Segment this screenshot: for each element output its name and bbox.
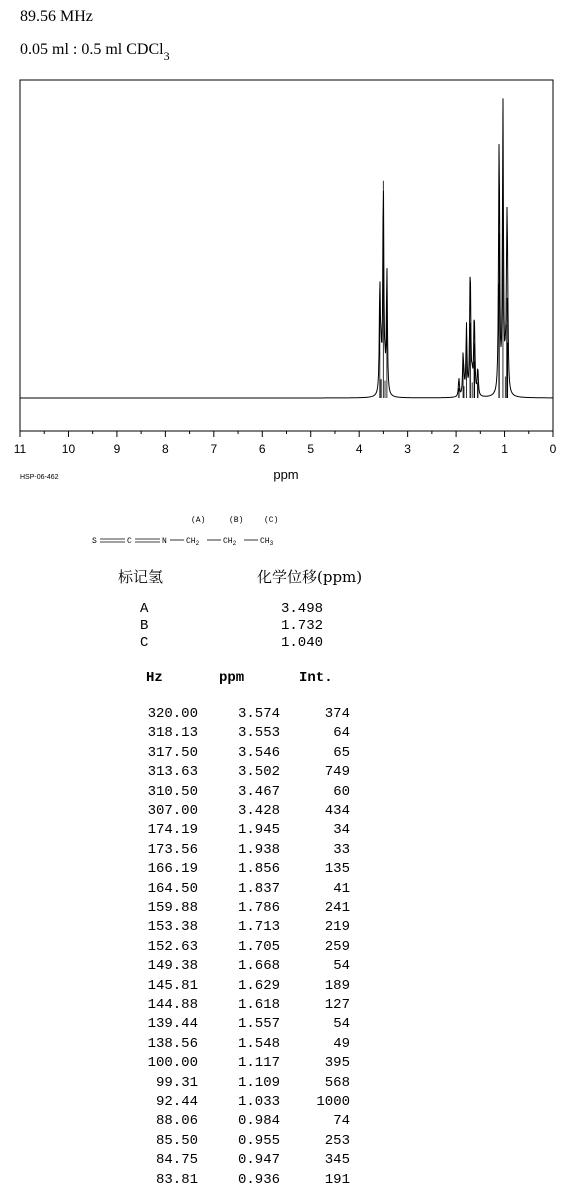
peak-hz-cell: 174.19 [147,822,198,839]
peak-row [0,725,570,744]
peak-ppm-cell: 1.668 [237,958,280,975]
peak-row [0,822,570,841]
peak-row [0,1055,570,1074]
peak-ppm-cell: 1.033 [237,1094,280,1110]
peak-hz-cell: 318.13 [147,725,198,742]
x-axis-label: ppm [273,467,299,482]
peak-ppm-cell: 1.548 [237,1035,280,1052]
assignment-shift: 3.498 [281,601,324,617]
peak-row [0,706,570,725]
peak-hz-cell: 164.50 [147,880,198,897]
peak-row [0,803,570,822]
int-header: Int. [299,670,333,686]
peak-hz-cell: 310.50 [147,783,198,800]
peak-hz-cell: 166.19 [147,861,198,878]
assignment-header [0,566,570,588]
assignment-label: B [140,618,149,634]
x-tick-label: 4 [355,442,363,456]
peak-hz-cell: 88.06 [155,1113,198,1130]
peak-int-cell: 345 [324,1152,350,1169]
label-c: (C) [264,516,279,525]
peak-hz-cell: 144.88 [147,997,198,1013]
peak-int-cell: 568 [324,1074,350,1091]
atom-n: N [162,537,167,546]
peak-int-cell: 1000 [316,1094,350,1110]
group-a-atom: CH [186,537,196,546]
peak-hz-cell: 138.56 [147,1035,198,1052]
peak-row [0,764,570,783]
assignment-row [0,601,570,618]
peak-int-cell: 54 [333,1016,350,1033]
peak-row [0,997,570,1016]
peak-int-cell: 49 [333,1035,350,1052]
peak-ppm-cell: 3.574 [237,706,280,722]
x-tick-label: 3 [404,442,411,456]
group-b-atom: CH [223,537,233,546]
peak-int-cell: 374 [324,706,350,722]
sample-text: 0.05 ml : 0.5 ml CDCl [20,41,164,58]
peak-table-header [0,670,570,688]
x-tick-label: 0 [549,442,557,456]
assignment-shift-header: 化学位移(ppm) [257,568,363,586]
peak-hz-cell: 307.00 [147,803,198,819]
peak-row [0,900,570,919]
peak-hz-cell: 317.50 [147,744,198,761]
group-ch3-c [260,537,274,547]
peak-row [0,1133,570,1152]
ppm-header: ppm [219,670,245,686]
peak-ppm-cell: 1.713 [237,919,280,936]
peak-ppm-cell: 1.856 [237,861,280,878]
peak-int-cell: 749 [324,764,350,781]
group-c-sub: 3 [269,540,274,547]
spectrometer-frequency: 89.56 MHz [20,8,93,25]
peak-ppm-cell: 0.936 [237,1171,280,1188]
peak-ppm-cell: 3.428 [237,803,280,819]
peak-row [0,1172,570,1191]
x-tick-label: 7 [210,442,218,456]
group-c-atom: CH [260,537,270,546]
peak-int-cell: 135 [324,861,350,878]
peak-row [0,745,570,764]
peak-ppm-cell: 1.109 [237,1074,280,1091]
peak-hz-cell: 152.63 [147,938,198,955]
peak-row [0,1152,570,1171]
peak-hz-cell: 320.00 [147,706,198,722]
x-tick-label: 5 [307,442,315,456]
assignment-label: C [140,635,149,651]
assignment-shift: 1.040 [281,635,324,651]
peak-row [0,784,570,803]
peak-row [0,861,570,880]
peak-ppm-cell: 1.938 [237,841,280,858]
peak-int-cell: 74 [333,1113,350,1130]
peak-row [0,842,570,861]
peak-int-cell: 65 [333,744,350,761]
peak-int-cell: 60 [333,783,350,800]
x-tick-label: 11 [13,442,27,456]
peak-int-cell: 127 [324,997,350,1013]
peak-ppm-cell: 0.984 [237,1113,280,1130]
peak-int-cell: 434 [324,803,350,819]
peak-hz-cell: 159.88 [147,900,198,916]
peak-row [0,881,570,900]
peak-ppm-cell: 1.837 [237,880,280,897]
assignment-row [0,618,570,635]
peak-row [0,1016,570,1035]
label-a: (A) [191,516,206,525]
peak-hz-cell: 84.75 [155,1152,198,1169]
x-tick-label: 2 [452,442,460,456]
peak-hz-cell: 139.44 [147,1016,198,1033]
peak-int-cell: 41 [333,880,350,897]
assignment-row [0,635,570,652]
peak-row [0,919,570,938]
peak-int-cell: 395 [324,1055,350,1072]
label-b: (B) [229,516,244,525]
peak-row [0,1094,570,1113]
peak-row [0,1075,570,1094]
peak-hz-cell: 153.38 [147,919,198,936]
peak-ppm-cell: 3.467 [237,783,280,800]
peak-int-cell: 189 [324,977,350,994]
peak-hz-cell: 85.50 [155,1132,198,1149]
peak-ppm-cell: 3.553 [237,725,280,742]
group-a-sub: 2 [195,540,200,547]
x-tick-label: 10 [61,442,76,456]
x-tick-label: 8 [162,442,169,456]
peak-hz-cell: 173.56 [147,841,198,858]
peak-int-cell: 34 [333,822,350,839]
peak-int-cell: 54 [333,958,350,975]
peak-ppm-cell: 1.557 [237,1016,280,1033]
peak-ppm-cell: 1.945 [237,822,280,839]
atom-s: S [92,537,97,546]
peak-hz-cell: 149.38 [147,958,198,975]
x-tick-label: 1 [501,442,508,456]
group-b-sub: 2 [232,540,237,547]
peak-row [0,958,570,977]
peak-row [0,978,570,997]
spectrum-code: HSP-06-462 [20,474,59,481]
group-ch2-a [186,537,200,547]
peak-hz-cell: 83.81 [155,1171,198,1188]
peak-int-cell: 33 [333,841,350,858]
peak-row [0,939,570,958]
peak-ppm-cell: 3.502 [237,764,280,781]
peak-ppm-cell: 0.947 [237,1152,280,1169]
assignment-label: A [140,601,149,617]
peak-hz-cell: 99.31 [155,1074,198,1091]
peak-int-cell: 191 [324,1171,350,1188]
peak-int-cell: 241 [324,900,350,916]
peak-int-cell: 219 [324,919,350,936]
peak-row [0,1113,570,1132]
x-tick-label: 9 [113,442,121,456]
peak-int-cell: 64 [333,725,350,742]
peak-ppm-cell: 1.629 [237,977,280,994]
peak-ppm-cell: 3.546 [237,744,280,761]
peak-hz-cell: 92.44 [155,1094,198,1110]
x-tick-label: 6 [258,442,266,456]
peak-row [0,1036,570,1055]
peak-int-cell: 253 [324,1132,350,1149]
peak-ppm-cell: 1.705 [237,938,280,955]
atom-c: C [127,537,132,546]
peak-hz-cell: 100.00 [147,1055,198,1072]
molecule-structure [0,0,570,560]
peak-ppm-cell: 1.618 [237,997,280,1013]
group-ch2-b [223,537,237,547]
peak-ppm-cell: 1.117 [237,1055,280,1072]
peak-hz-cell: 313.63 [147,764,198,781]
peak-ppm-cell: 0.955 [237,1132,280,1149]
sample-subscript: 3 [163,49,170,64]
peak-hz-cell: 145.81 [147,977,198,994]
assignment-shift: 1.732 [281,618,324,634]
hz-header: Hz [146,670,163,686]
peak-ppm-cell: 1.786 [237,900,280,916]
peak-int-cell: 259 [324,938,350,955]
assignment-label-header: 标记氢 [118,568,164,586]
